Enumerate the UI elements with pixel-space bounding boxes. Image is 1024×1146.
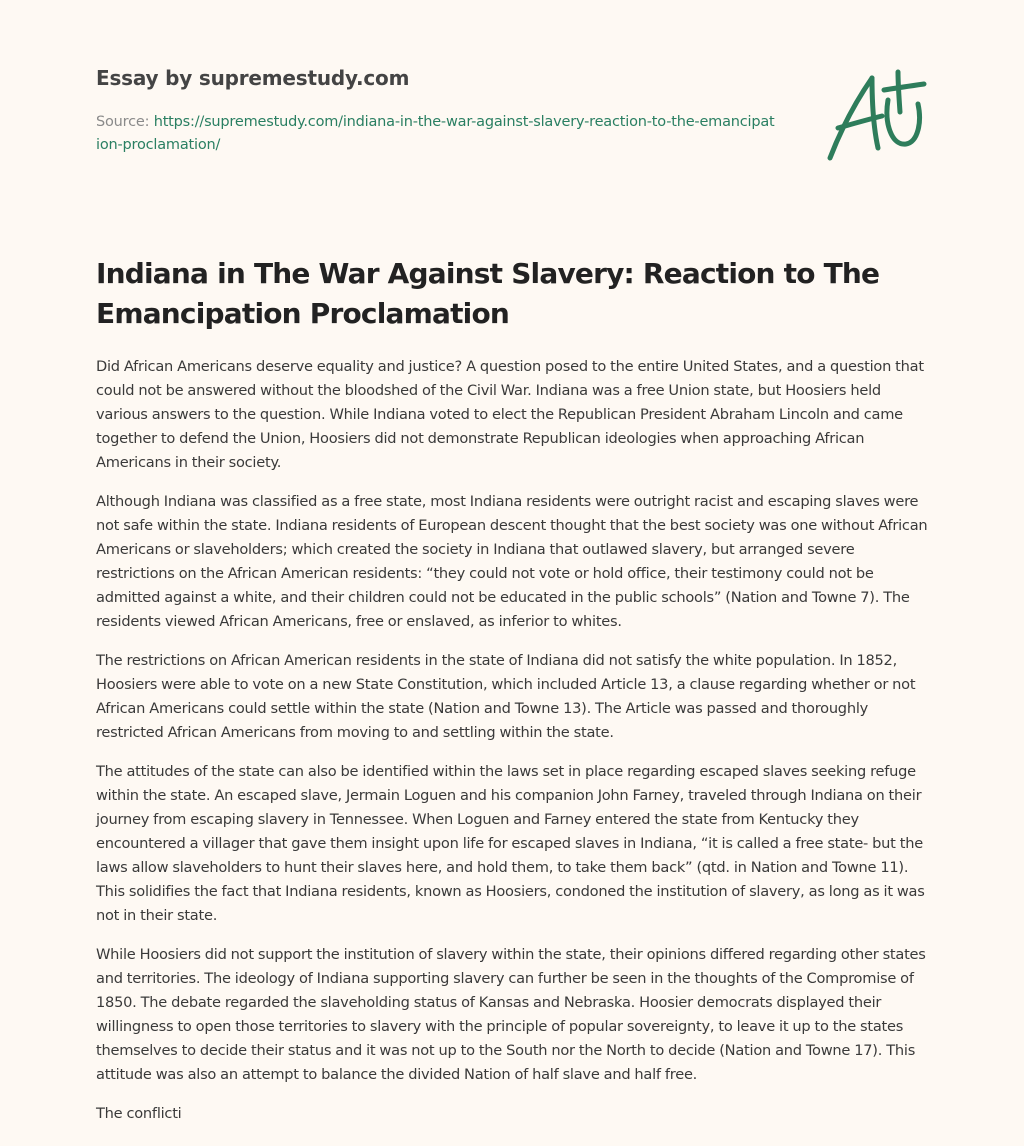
essay-paragraph: The conflicti — [96, 1105, 182, 1122]
essay-paragraph: Did African Americans deserve equality and justice? A question posed to the entire United States, and a question that could not be answered without the bloodshed of the Civil War. Indiana was a free Union state, but Hoosiers held various answers to the question. While Indiana voted to elect the Republican President Abraham Lincoln and came together to defend the Union, Hoosiers did not demonstrate Republican ideologies when approaching African Americans in their society. — [96, 358, 924, 471]
essay-body — [96, 355, 932, 1141]
essay-paragraph: The restrictions on African American residents in the state of Indiana did not satisfy the white population. In 1852, Hoosiers were able to vote on a new State Constitution, which included Article 13, a clause regarding whether or not African Americans could settle within the state (Nation and Towne 13). The Article was passed and thoroughly restricted African Americans from moving to and settling within the state. — [96, 652, 916, 741]
essay-paragraph: The attitudes of the state can also be identified within the laws set in place regarding escaped slaves seeking refuge within the state. An escaped slave, Jermain Loguen and his companion John Farney, traveled through Indiana on their journey from escaping slavery in Tennessee. When Loguen and Farney entered the state from Kentucky they encountered a villager that gave them insight upon life for escaped slaves in Indiana, “it is called a free state- but the laws allow slaveholders to hunt their slaves here, and hold them, to take them back” (qtd. in Nation and Towne 11). This solidifies the fact that Indiana residents, known as Hoosiers, condoned the institution of slavery, as long as it was not in their state. — [96, 763, 925, 924]
source-label: Source: — [96, 114, 154, 130]
source-line — [96, 111, 776, 157]
essay-paragraph: Although Indiana was classified as a free state, most Indiana residents were outright racist and escaping slaves were not safe within the state. Indiana residents of European descent thought that the best society was one without African Americans or slaveholders; which created the society in Indiana that outlawed slavery, but arranged severe restrictions on the African American residents: “they could not vote or hold office, their testimony could not be admitted against a white, and their children could not be educated in the public schools” (Nation and Towne 7). The residents viewed African Americans, free or enslaved, as inferior to whites. — [96, 493, 928, 630]
site-title: Essay by supremestudy.com — [96, 66, 410, 90]
essay-paragraph: While Hoosiers did not support the institution of slavery within the state, their opinions differed regarding other states and territories. The ideology of Indiana supporting slavery can further be seen in the thoughts of the Compromise of 1850. The debate regarded the slaveholding status of Kansas and Nebraska. Hoosier democrats displayed their willingness to open those territories to slavery with the principle of popular sovereignty, to leave it up to the states themselves to decide their status and it was not up to the South nor the North to decide (Nation and Towne 17). This attitude was also an attempt to balance the divided Nation of half slave and half free. — [96, 946, 926, 1083]
essay-title: Indiana in The War Against Slavery: Reaction to The Emancipation Proclamation — [96, 257, 880, 330]
source-link[interactable]: https://supremestudy.com/indiana-in-the-war-against-slavery-reaction-to-the-emancipation-proclamation/ — [96, 114, 775, 153]
a-plus-logo-icon — [822, 66, 928, 164]
